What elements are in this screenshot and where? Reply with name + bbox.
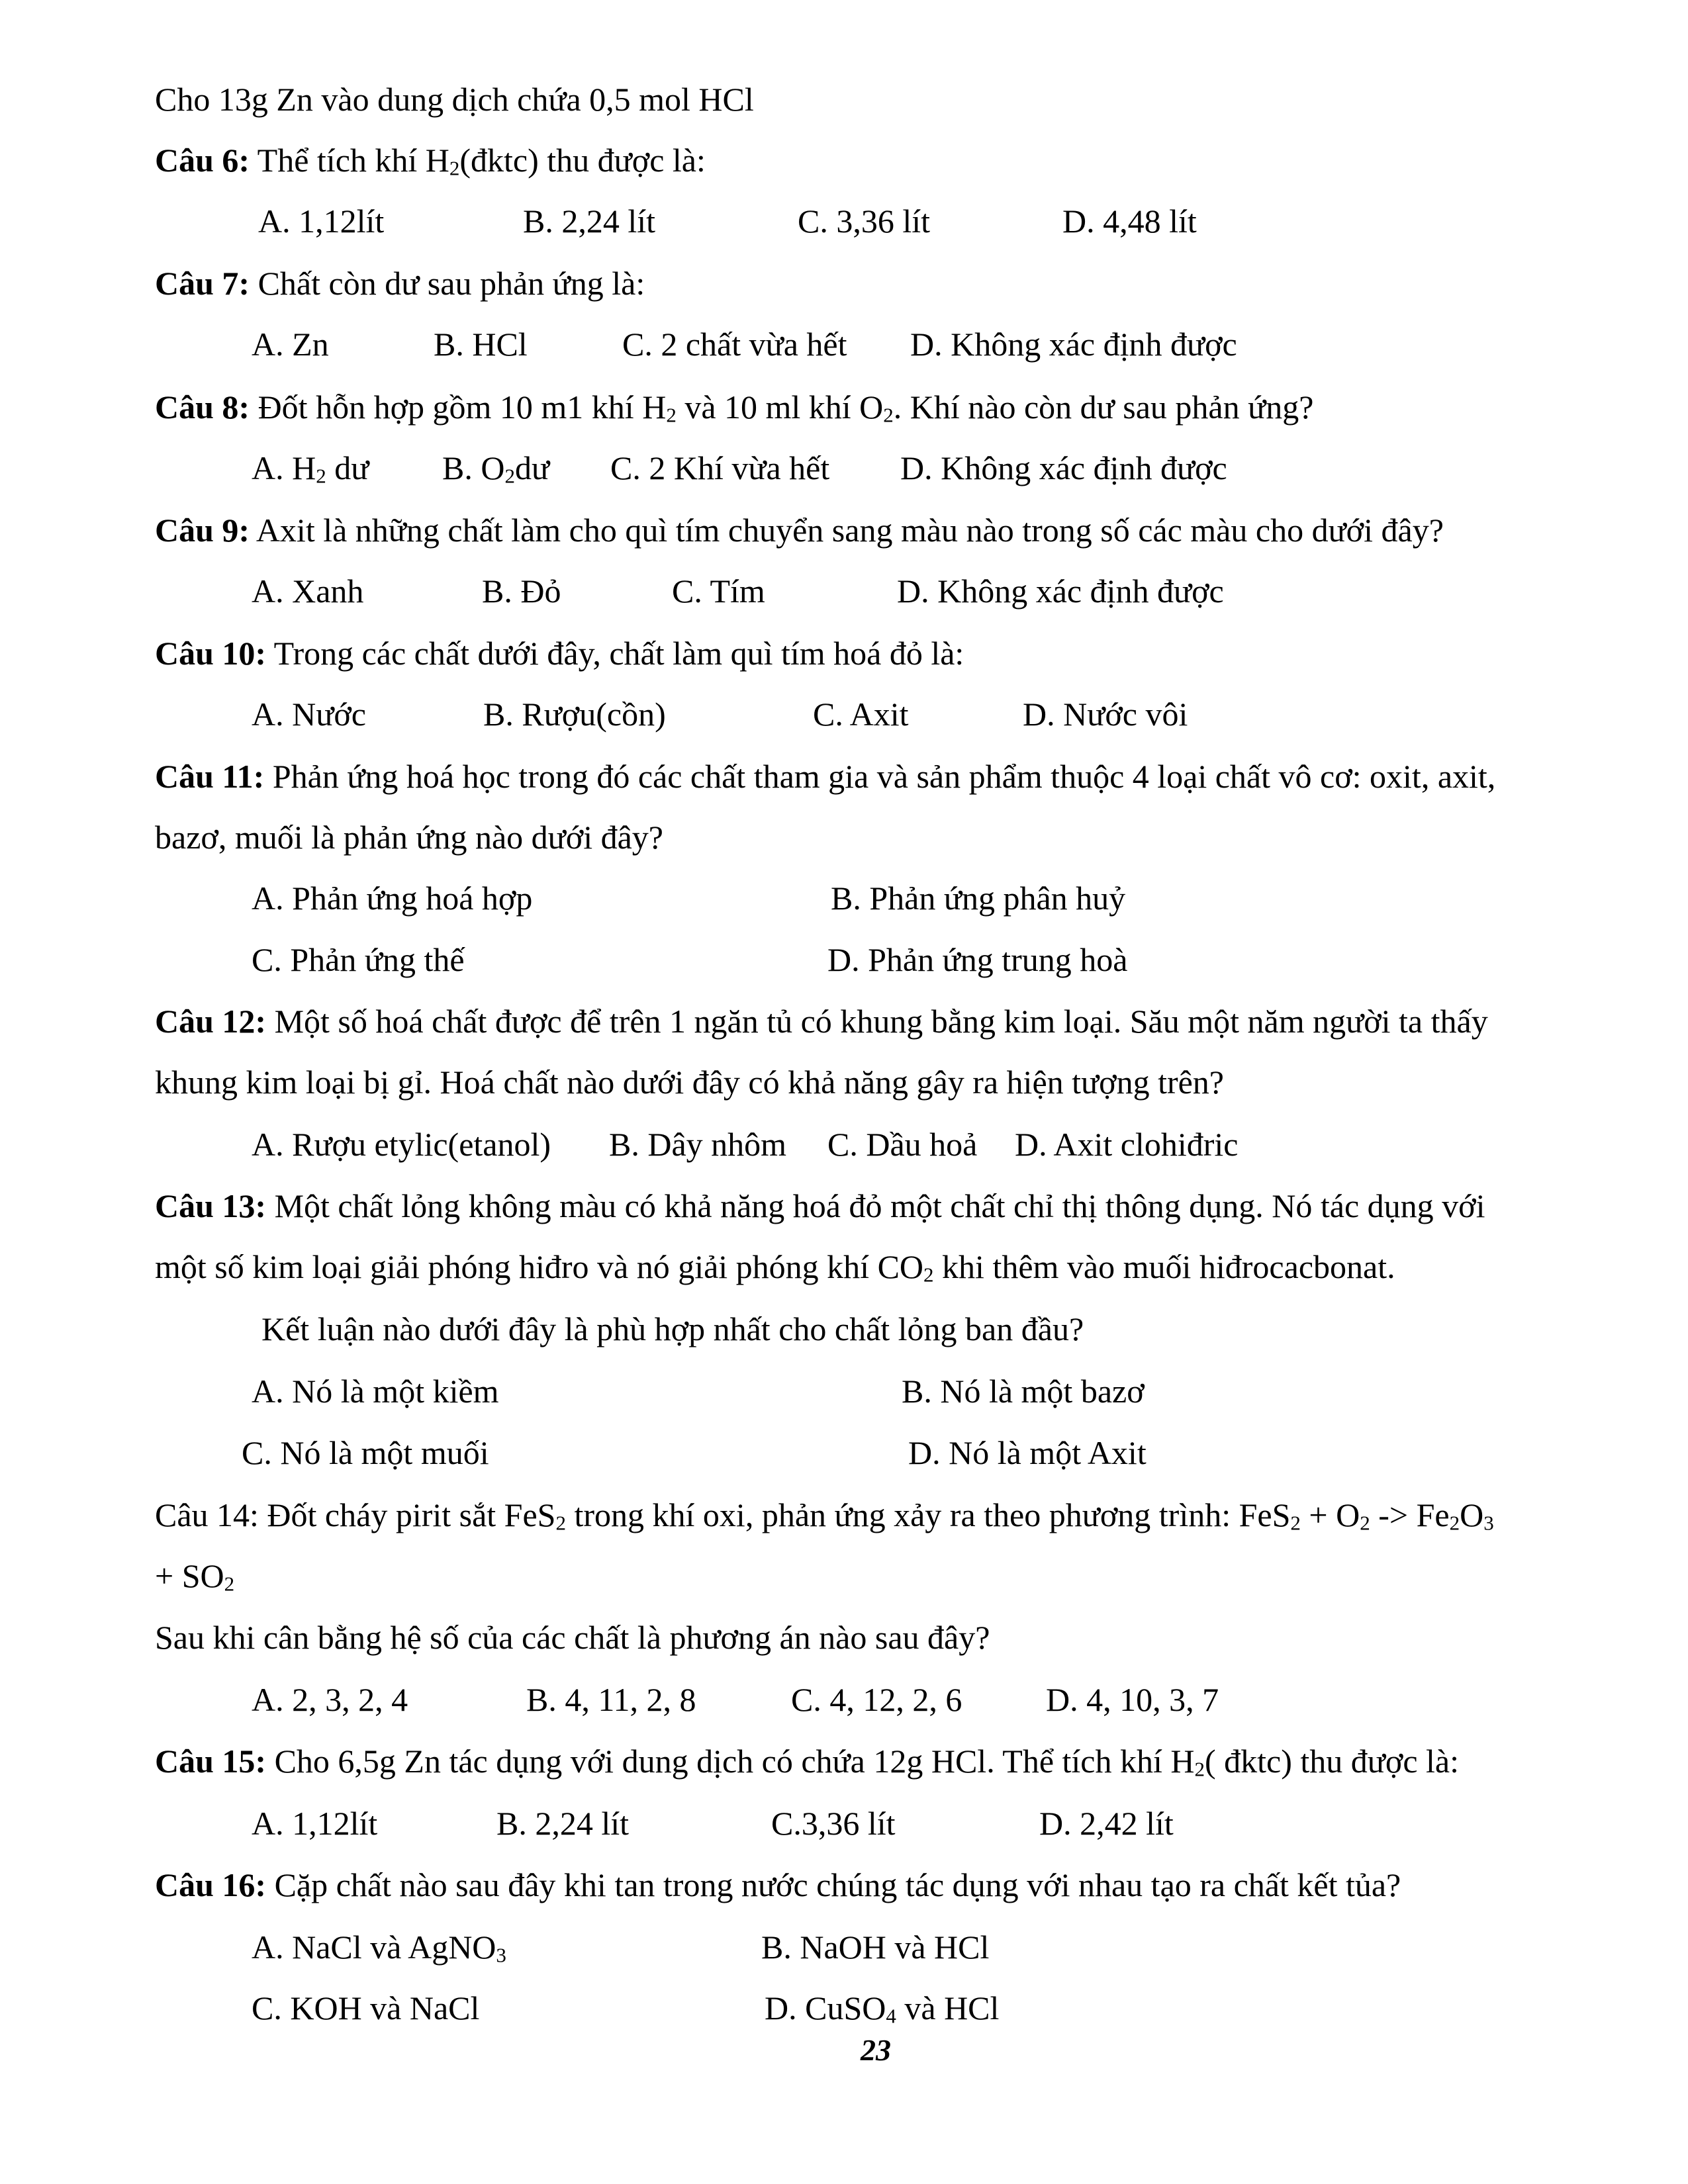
question-9: Câu 9: Axit là những chất làm cho quì tím chuyển sang màu nào trong số các màu cho dưới đây? xyxy=(155,512,1444,549)
q8-option-d: D. Không xác định được xyxy=(900,449,1227,486)
question-8: Câu 8: Đốt hỗn hợp gồm 10 m1 khí $H_2$ và 10 ml khí $O_2$. Khí nào còn dư sau phản ứng? xyxy=(155,388,1314,427)
q12-option-b: B. Dây nhôm xyxy=(609,1126,787,1163)
q9-option-c: C. Tím xyxy=(672,572,765,610)
q16-option-d: D. CuSO$_4$ và HCl xyxy=(765,1989,1000,2028)
question-13-prompt: Kết luận nào dưới đây là phù hợp nhất cho chất lỏng ban đầu? xyxy=(261,1310,1084,1347)
q13-option-c: C. Nó là một muối xyxy=(242,1434,489,1471)
q10-option-d: D. Nước vôi xyxy=(1023,696,1188,733)
q14-option-a: A. 2, 3, 2, 4 xyxy=(252,1681,408,1718)
q16-option-c: C. KOH và NaCl xyxy=(252,1989,480,2026)
q8-option-b: B. $O_2dư$ xyxy=(442,449,550,488)
q16-option-b: B. NaOH và HCl xyxy=(761,1929,990,1966)
q13-option-b: B. Nó là một bazơ xyxy=(902,1373,1145,1410)
q10-option-c: C. Axit xyxy=(813,696,909,733)
q6-option-a: A. 1,12lít xyxy=(258,203,385,240)
question-10: Câu 10: Trong các chất dưới đây, chất làm quì tím hoá đỏ là: xyxy=(155,635,964,672)
q11-option-d: D. Phản ứng trung hoà xyxy=(827,941,1128,978)
q12-option-d: D. Axit clohiđric xyxy=(1015,1126,1239,1163)
q10-option-b: B. Rượu(cồn) xyxy=(483,696,666,733)
page-number: 23 xyxy=(861,2033,891,2067)
q13-option-d: D. Nó là một Axit xyxy=(908,1434,1147,1471)
question-13-cont: một số kim loại giải phóng hiđro và nó giải phóng khí $CO_2$ khi thêm vào muối hiđrocacbonat. xyxy=(155,1248,1395,1287)
q6-option-c: C. 3,36 lít xyxy=(798,203,931,240)
question-14-cont: + $SO_2$ xyxy=(155,1557,235,1596)
q15-option-c: C.3,36 lít xyxy=(771,1805,896,1842)
q9-option-d: D. Không xác định được xyxy=(897,572,1224,610)
q13-option-a: A. Nó là một kiềm xyxy=(252,1373,499,1410)
q7-option-c: C. 2 chất vừa hết xyxy=(622,326,847,363)
q11-option-a: A. Phản ứng hoá hợp xyxy=(252,880,533,917)
q10-option-a: A. Nước xyxy=(252,696,366,733)
q6-option-d: D. 4,48 lít xyxy=(1062,203,1197,240)
q15-option-b: B. 2,24 lít xyxy=(496,1805,630,1842)
q12-option-c: C. Dầu hoả xyxy=(827,1126,978,1163)
question-14-prompt: Sau khi cân bằng hệ số của các chất là phương án nào sau đây? xyxy=(155,1619,990,1656)
q9-option-a: A. Xanh xyxy=(252,572,364,610)
q8-option-a: A. $H_2$ dư xyxy=(252,449,369,488)
q15-option-a: A. 1,12lít xyxy=(252,1805,378,1842)
question-16: Câu 16: Cặp chất nào sau đây khi tan trong nước chúng tác dụng với nhau tạo ra chất kết tủa? xyxy=(155,1866,1401,1903)
q14-option-c: C. 4, 12, 2, 6 xyxy=(791,1681,962,1718)
question-12: Câu 12: Một số hoá chất được để trên 1 ngăn tủ có khung bằng kim loại. Său một năm người ta thấy xyxy=(155,1003,1488,1040)
q6-option-b: B. 2,24 lít xyxy=(523,203,656,240)
q11-option-c: C. Phản ứng thế xyxy=(252,941,465,978)
question-11-cont: bazơ, muối là phản ứng nào dưới đây? xyxy=(155,819,663,856)
question-15: Câu 15: Cho 6,5g Zn tác dụng với dung dịch có chứa 12g HCl. Thể tích khí $H_2$( đktc) thu được là: xyxy=(155,1743,1459,1781)
q14-option-b: B. 4, 11, 2, 8 xyxy=(526,1681,696,1718)
question-11: Câu 11: Phản ứng hoá học trong đó các chất tham gia và sản phẩm thuộc 4 loại chất vô cơ: oxit, axit, xyxy=(155,758,1496,795)
question-13: Câu 13: Một chất lỏng không màu có khả năng hoá đỏ một chất chỉ thị thông dụng. Nó tác dụng với xyxy=(155,1187,1485,1224)
q12-option-a: A. Rượu etylic(etanol) xyxy=(252,1126,551,1163)
q11-option-b: B. Phản ứng phân huỷ xyxy=(831,880,1126,917)
q7-option-d: D. Không xác định được xyxy=(910,326,1237,363)
q15-option-d: D. 2,42 lít xyxy=(1039,1805,1174,1842)
question-7: Câu 7: Chất còn dư sau phản ứng là: xyxy=(155,265,645,302)
q14-option-d: D. 4, 10, 3, 7 xyxy=(1046,1681,1219,1718)
q9-option-b: B. Đỏ xyxy=(482,572,561,610)
q16-option-a: A. NaCl và AgNO$_3$ xyxy=(252,1929,506,1967)
q7-option-b: B. HCl xyxy=(434,326,528,363)
intro-line: Cho 13g Zn vào dung dịch chứa 0,5 mol HCl xyxy=(155,81,754,118)
question-6: Câu 6: Thể tích khí $H_2(đktc)$ thu được là: xyxy=(155,142,706,180)
question-12-cont: khung kim loại bị gỉ. Hoá chất nào dưới đây có khả năng gây ra hiện tượng trên? xyxy=(155,1064,1224,1101)
q8-option-c: C. 2 Khí vừa hết xyxy=(610,449,830,486)
q7-option-a: A. Zn xyxy=(252,326,329,363)
question-14: Câu 14: Đốt cháy pirit sắt FeS$_2$ trong khí oxi, phản ứng xảy ra theo phương trình: $FeS_2 + O_2 -> Fe_2O_3$ xyxy=(155,1496,1494,1535)
